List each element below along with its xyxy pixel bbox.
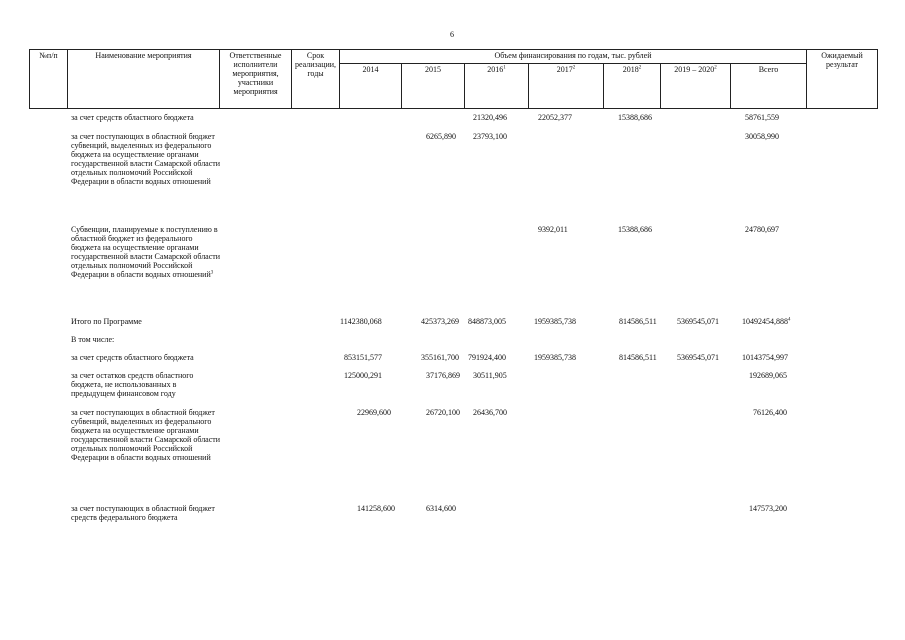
row-name: Субвенции, планируемые к поступлению в областной бюджет из федерального бюджета на осуществление органами государственной власти Самарской области отдельных полномочий Российской Федерации в области водных отношений$^3$	[71, 225, 221, 279]
header-2014: 2014	[340, 64, 402, 109]
cell-2014: 853151,577	[344, 353, 382, 362]
cell-2014: 22969,600	[357, 408, 391, 417]
cell-2016: 21320,496	[473, 113, 507, 122]
cell-2015: 6265,890	[426, 132, 456, 141]
header-funding: Объем финансирования по годам, тыс. рублей	[340, 50, 807, 64]
row-name: Итого по Программе	[71, 317, 142, 326]
header-responsible: Ответственные исполнители мероприятия, участники мероприятия	[220, 50, 292, 109]
cell-2018: 814586,511	[619, 317, 657, 326]
cell-2016: 848873,005	[468, 317, 506, 326]
cell-2014: 1142380,068	[340, 317, 382, 326]
cell-2017: 1959385,738	[534, 317, 576, 326]
header-result: Ожидаемый результат	[807, 50, 878, 109]
cell-2019-2020: 5369545,071	[677, 317, 719, 326]
cell-2015: 37176,869	[426, 371, 460, 380]
header-2015: 2015	[402, 64, 465, 109]
cell-2018: 814586,511	[619, 353, 657, 362]
header-2019-2020: 2019 – 2020$^2$	[661, 64, 731, 109]
table-header	[29, 49, 878, 109]
cell-total: 10492454,888$^4$	[742, 317, 791, 326]
cell-2014: 141258,600	[357, 504, 395, 513]
cell-total: 76126,400	[753, 408, 787, 417]
header-total: Всего	[731, 64, 807, 109]
header-2016: 2016$^1$	[465, 64, 529, 109]
cell-total: 147573,200	[749, 504, 787, 513]
row-name: за счет поступающих в областной бюджет субвенций, выделенных из федерального бюджета на осуществление органами государственной власти Самарской области отдельных полномочий Российской Федерации в области водных отношений	[71, 132, 221, 186]
cell-2017: 1959385,738	[534, 353, 576, 362]
cell-2018: 15388,686	[618, 113, 652, 122]
cell-2014: 125000,291	[344, 371, 382, 380]
cell-2015: 355161,700	[421, 353, 459, 362]
row-name: за счет поступающих в областной бюджет субвенций, выделенных из федерального бюджета на осуществление органами государственной власти Самарской области отдельных полномочий Российской Федерации в области водных отношений	[71, 408, 221, 462]
row-name: В том числе:	[71, 335, 115, 344]
page-number: 6	[450, 30, 454, 39]
cell-2015: 425373,269	[421, 317, 459, 326]
cell-2019-2020: 5369545,071	[677, 353, 719, 362]
header-2017: 2017$^2$	[529, 64, 604, 109]
cell-total: 30058,990	[745, 132, 779, 141]
row-name: за счет поступающих в областной бюджет средств федерального бюджета	[71, 504, 215, 522]
cell-2015: 26720,100	[426, 408, 460, 417]
header-name: Наименование мероприятия	[68, 50, 220, 109]
cell-2015: 6314,600	[426, 504, 456, 513]
header-term: Срок реализации, годы	[292, 50, 340, 109]
cell-2016: 791924,400	[468, 353, 506, 362]
header-num: №п/п	[30, 50, 68, 109]
cell-2016: 23793,100	[473, 132, 507, 141]
cell-2016: 30511,905	[473, 371, 507, 380]
cell-2017: 22052,377	[538, 113, 572, 122]
row-name: за счет средств областного бюджета	[71, 113, 194, 122]
cell-2016: 26436,700	[473, 408, 507, 417]
cell-total: 10143754,997	[742, 353, 788, 362]
row-name: за счет остатков средств областного бюджета, не использованных в предыдущем финансовом году	[71, 371, 194, 398]
cell-total: 192689,065	[749, 371, 787, 380]
cell-total: 24780,697	[745, 225, 779, 234]
cell-2017: 9392,011	[538, 225, 568, 234]
row-name: за счет средств областного бюджета	[71, 353, 194, 362]
cell-2018: 15388,686	[618, 225, 652, 234]
header-2018: 2018$^2$	[604, 64, 661, 109]
cell-total: 58761,559	[745, 113, 779, 122]
